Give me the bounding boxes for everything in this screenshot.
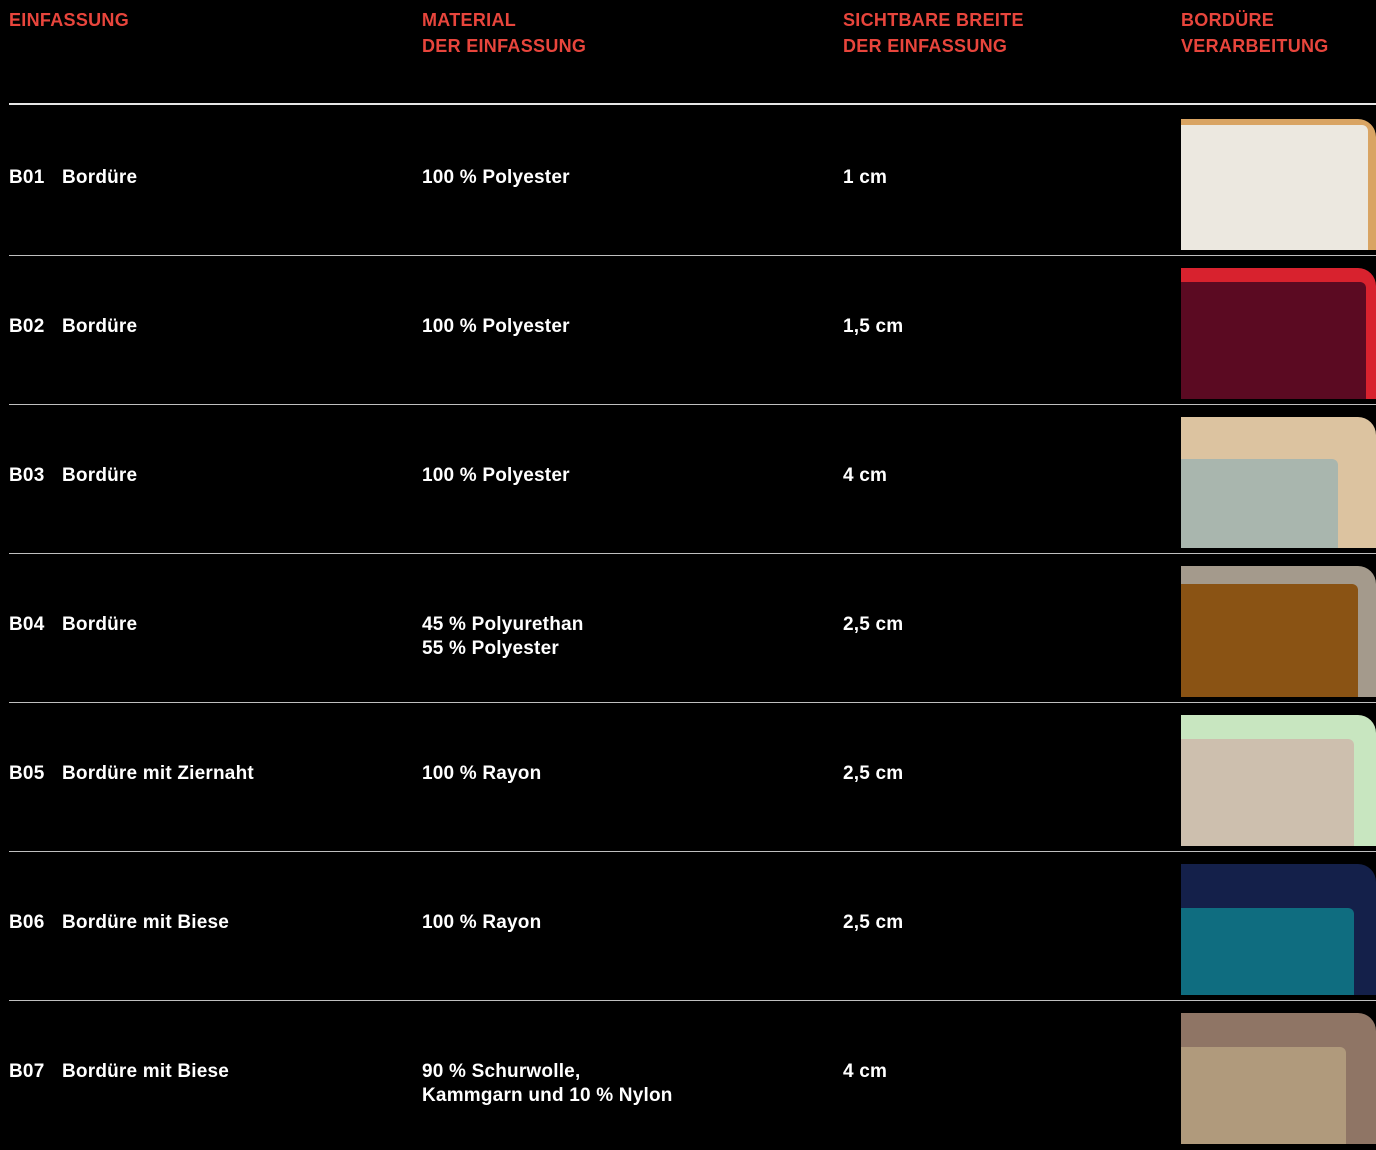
swatch-image (1181, 268, 1376, 399)
header-verarbeitung: BORDÜRE VERARBEITUNG (1181, 10, 1329, 56)
row-code: B07 (9, 1061, 45, 1082)
header-einfassung: EINFASSUNG (9, 10, 130, 30)
row-name: Bordüre (62, 465, 138, 486)
table-row (0, 256, 1376, 405)
row-material: 90 % Schurwolle, Kammgarn und 10 % Nylon (422, 1061, 673, 1106)
swatch-image (1181, 715, 1376, 846)
table-row (0, 554, 1376, 703)
row-material: 100 % Rayon (422, 763, 542, 784)
row-width: 1 cm (843, 167, 888, 188)
swatch-core (1181, 459, 1338, 548)
row-code: B05 (9, 763, 45, 784)
row-name: Bordüre mit Ziernaht (62, 763, 254, 784)
header-material: MATERIAL DER EINFASSUNG (422, 10, 587, 56)
row-width: 2,5 cm (843, 912, 904, 933)
row-code: B01 (9, 167, 45, 188)
swatch-core (1181, 125, 1368, 250)
row-width: 4 cm (843, 1061, 888, 1082)
swatch-image (1181, 566, 1376, 697)
swatch-image (1181, 864, 1376, 995)
swatch-core (1181, 282, 1366, 399)
swatch-core (1181, 908, 1354, 995)
swatch-image (1181, 417, 1376, 548)
swatch-core (1181, 739, 1354, 846)
header-divider (9, 103, 1376, 105)
row-name: Bordüre (62, 316, 138, 337)
swatch-image (1181, 119, 1376, 250)
row-width: 1,5 cm (843, 316, 904, 337)
row-code: B04 (9, 614, 45, 635)
swatch-core (1181, 584, 1358, 697)
row-code: B06 (9, 912, 45, 933)
row-width: 2,5 cm (843, 614, 904, 635)
row-name: Bordüre (62, 167, 138, 188)
row-code: B03 (9, 465, 45, 486)
row-name: Bordüre (62, 614, 138, 635)
row-width: 4 cm (843, 465, 888, 486)
row-name: Bordüre mit Biese (62, 1061, 230, 1082)
row-name: Bordüre mit Biese (62, 912, 230, 933)
row-material: 100 % Rayon (422, 912, 542, 933)
swatch-core (1181, 1047, 1346, 1144)
header-breite: SICHTBARE BREITE DER EINFASSUNG (843, 10, 1024, 56)
table-row (0, 1001, 1376, 1150)
table-row (0, 703, 1376, 852)
row-code: B02 (9, 316, 45, 337)
row-width: 2,5 cm (843, 763, 904, 784)
row-material: 100 % Polyester (422, 167, 570, 188)
table-row (0, 107, 1376, 256)
table-row (0, 852, 1376, 1001)
row-material: 100 % Polyester (422, 465, 570, 486)
swatch-image (1181, 1013, 1376, 1144)
table-row (0, 405, 1376, 554)
row-material: 100 % Polyester (422, 316, 570, 337)
row-material: 45 % Polyurethan 55 % Polyester (422, 614, 584, 659)
